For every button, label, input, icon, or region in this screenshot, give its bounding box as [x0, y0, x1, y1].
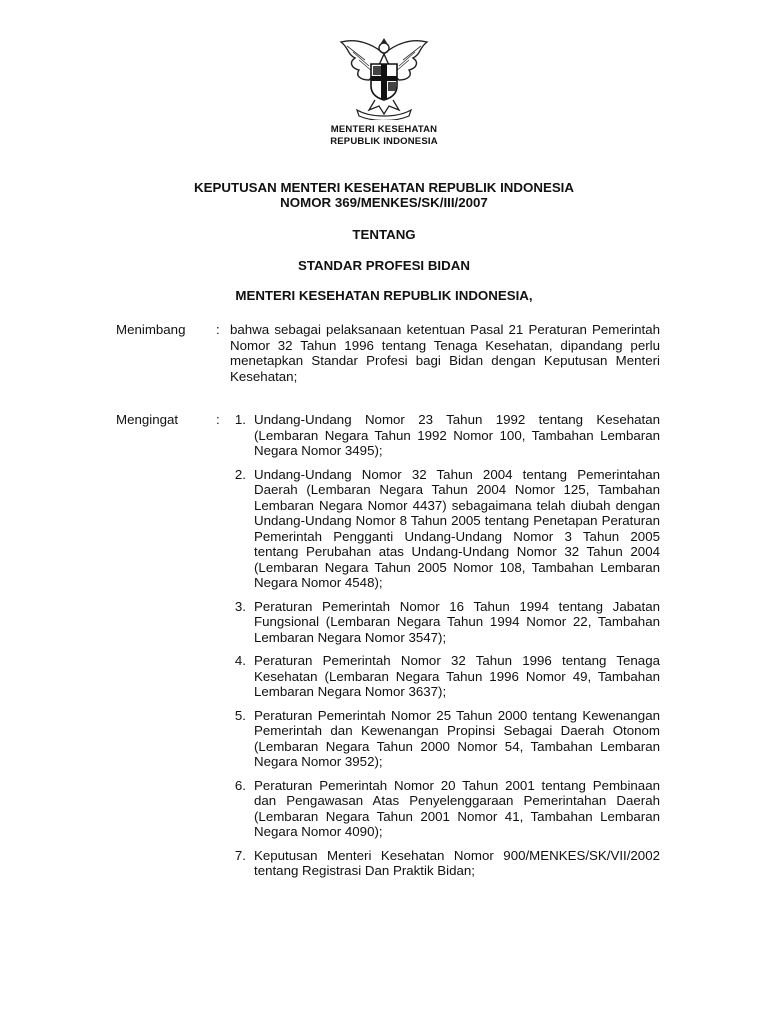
list-item-number: 4.	[234, 653, 246, 668]
list-item	[226, 653, 660, 700]
list-item-number: 1.	[234, 412, 246, 427]
mengingat-colon: :	[216, 412, 220, 427]
list-item-text: Peraturan Pemerintah Nomor 20 Tahun 2001 tentang Pembinaan dan Pengawasan Atas Penyelenggaraan Pemerintahan Daerah (Lembaran Negara Tahun 2001 Nomor 41, Tambahan Lembaran Negara Nomor 4090);	[254, 777, 660, 839]
menimbang-text: bahwa sebagai pelaksanaan ketentuan Pasal 21 Peraturan Pemerintah Nomor 32 Tahun 1996 tentang Tenaga Kesehatan, dipandang perlu menetapkan Standar Profesi bagi Bidan dengan Keputusan Menteri Kesehatan;	[230, 322, 660, 384]
list-item	[226, 412, 660, 459]
list-item	[226, 778, 660, 840]
decree-number: NOMOR 369/MENKES/SK/III/2007	[280, 195, 488, 210]
subject-heading: STANDAR PROFESI BIDAN	[298, 258, 470, 273]
minister-heading: MENTERI KESEHATAN REPUBLIK INDONESIA,	[235, 288, 533, 303]
list-item-text: Undang-Undang Nomor 23 Tahun 1992 tentang Kesehatan (Lembaran Negara Tahun 1992 Nomor 100, Tambahan Lembaran Negara Nomor 3495);	[254, 412, 660, 458]
list-item-text: Peraturan Pemerintah Nomor 25 Tahun 2000 tentang Kewenangan Pemerintah dan Kewenangan Propinsi Sebagai Daerah Otonom (Lembaran Negara Tahun 2000 Nomor 54, Tambahan Lembaran Negara Nomor 3952);	[254, 707, 660, 769]
list-item-number: 7.	[234, 847, 246, 863]
agency-name	[300, 124, 468, 148]
list-item-number: 6.	[234, 777, 246, 793]
list-item	[226, 708, 660, 770]
agency-line-1: MENTERI KESEHATAN	[330, 124, 438, 135]
agency-line-2: REPUBLIK INDONESIA	[330, 136, 438, 147]
decree-title	[100, 180, 668, 210]
decree-title-line-1: KEPUTUSAN MENTERI KESEHATAN REPUBLIK INDONESIA	[194, 180, 574, 195]
list-item	[226, 848, 660, 879]
list-item-number: 5.	[234, 707, 246, 723]
tentang-heading: TENTANG	[352, 227, 416, 242]
list-item-text: Undang-Undang Nomor 32 Tahun 2004 tentang Pemerintahan Daerah (Lembaran Negara Tahun 2004 Nomor 125, Tambahan Lembaran Negara Nomor 4437) sebagaimana telah diubah dengan Undang-Undang Nomor 8 Tahun 2005 tentang Penetapan Peraturan Pemerintah Pengganti Undang-Undang Nomor 3 Tahun 2005 tentang Perubahan atas Undang-Undang Nomor 32 Tahun 2004 (Lembaran Negara Tahun 2005 Nomor 108, Tambahan Lembaran Negara Nomor 4548);	[254, 466, 660, 590]
garuda-emblem-icon	[335, 34, 433, 120]
list-item-text: Peraturan Pemerintah Nomor 16 Tahun 1994 tentang Jabatan Fungsional (Lembaran Negara Tahun 1994 Nomor 22, Tambahan Lembaran Negara Nomor 3547);	[254, 598, 660, 645]
mengingat-label: Mengingat	[116, 412, 179, 427]
menimbang-colon: :	[216, 322, 220, 337]
list-item-number: 2.	[234, 466, 246, 482]
mengingat-list	[226, 412, 660, 887]
menimbang-label: Menimbang	[116, 322, 186, 337]
list-item-text: Peraturan Pemerintah Nomor 32 Tahun 1996 tentang Tenaga Kesehatan (Lembaran Negara Tahun 1996 Nomor 49, Tambahan Lembaran Negara Nomor 3637);	[254, 653, 660, 699]
list-item-number: 3.	[234, 598, 246, 614]
list-item-text: Keputusan Menteri Kesehatan Nomor 900/MENKES/SK/VII/2002 tentang Registrasi Dan Praktik Bidan;	[254, 847, 660, 878]
list-item	[226, 599, 660, 646]
list-item	[226, 467, 660, 591]
